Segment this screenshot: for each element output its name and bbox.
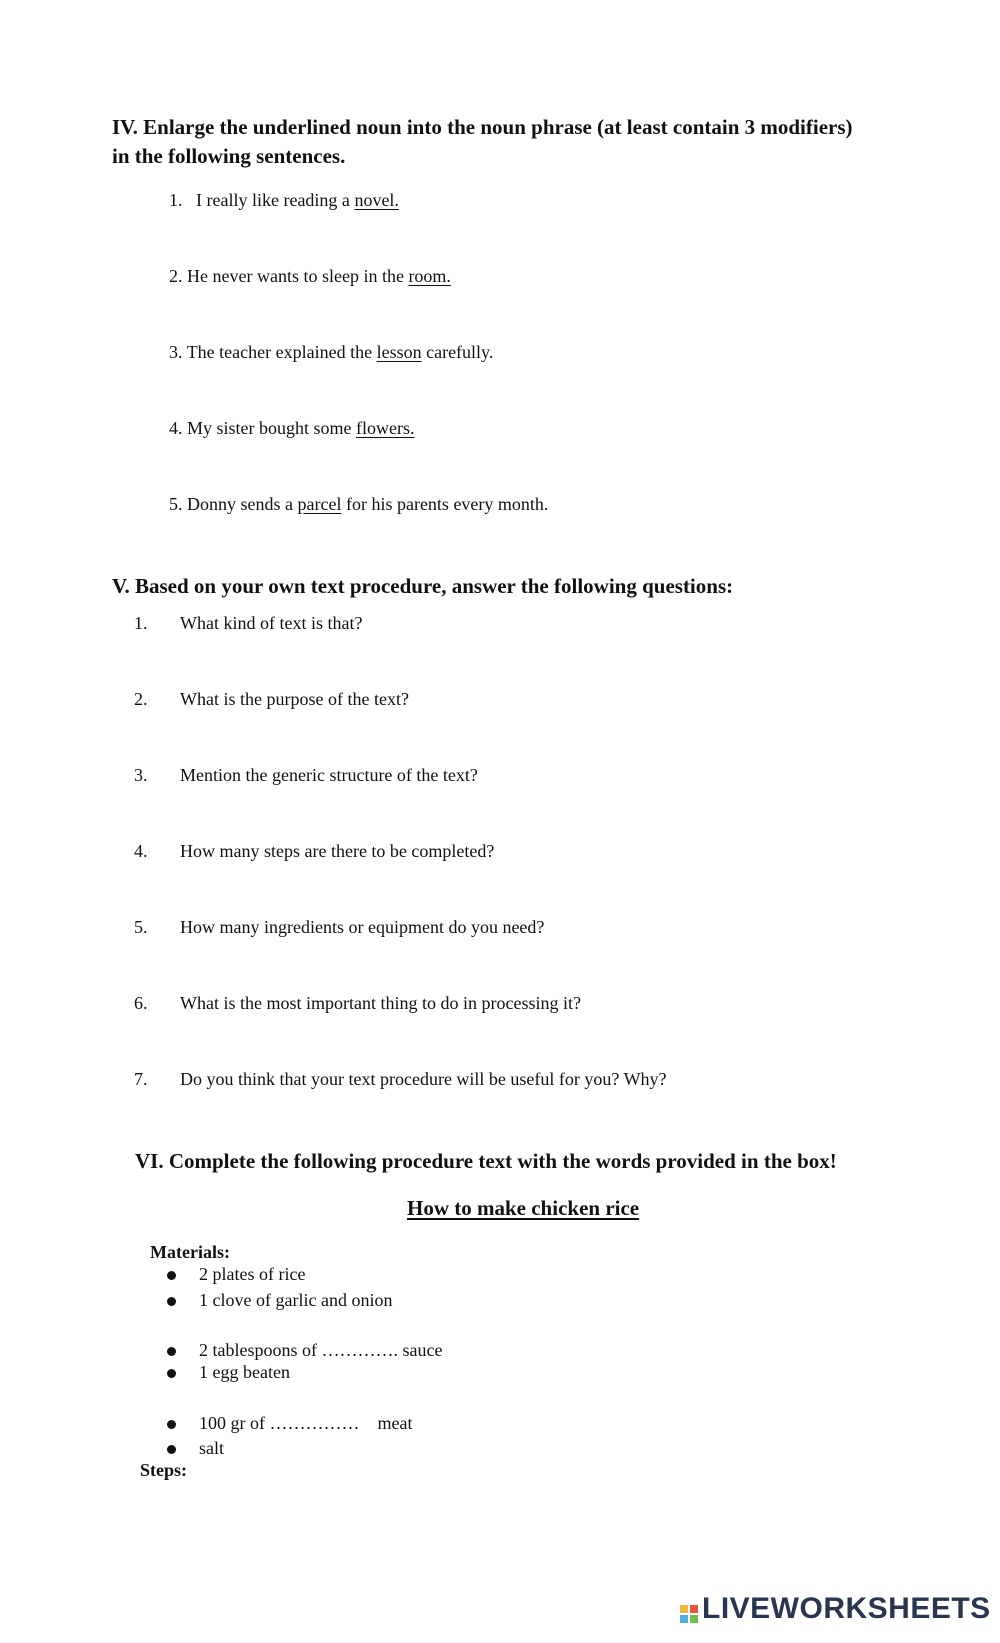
material-item-6 [167,1436,224,1460]
section-v-heading: V. Based on your own text procedure, answer the following questions: [112,574,734,598]
section-iv-heading-line2: in the following sentences. [112,144,346,168]
material-text: 2 plates of rice [199,1264,306,1284]
material-item-2 [167,1288,392,1312]
question-number: 4. [134,841,148,861]
bullet-icon [167,1369,176,1378]
question-text: What kind of text is that? [180,613,363,633]
question-number: 2. [134,689,148,709]
material-text: 2 tablespoons of …………. sauce [199,1340,443,1360]
item-number: 3. [169,342,183,362]
logo-text: LIVEWORKSHEETS [702,1592,991,1625]
material-text: 1 clove of garlic and onion [199,1290,393,1310]
procedure-title: How to make chicken rice [407,1196,640,1220]
bullet-icon [167,1445,176,1454]
question-5 [134,915,544,939]
item-number: 1. [169,190,183,210]
underlined-noun: novel. [354,190,399,210]
item-text: I really like reading a [196,190,355,210]
underlined-noun: room. [408,266,451,286]
item-number: 2. [169,266,183,286]
question-6 [134,991,581,1015]
material-item-3 [167,1338,442,1362]
question-1 [134,611,362,635]
question-number: 7. [134,1069,148,1089]
material-item-1 [167,1262,305,1286]
underlined-noun: lesson [376,342,422,362]
item-text: My sister bought some [187,418,356,438]
bullet-icon [167,1347,176,1356]
item-text: The teacher explained the [186,342,377,362]
item-text-after: for his parents every month. [341,494,549,514]
item-text: Donny sends a [187,494,298,514]
underlined-noun: parcel [297,494,342,514]
bullet-icon [167,1420,176,1429]
question-text: Do you think that your text procedure will be useful for you? Why? [180,1069,667,1089]
material-text: salt [199,1438,224,1458]
item-number: 4. [169,418,183,438]
materials-label: Materials: [150,1242,230,1262]
material-item-5 [167,1411,412,1435]
liveworksheets-logo [680,1592,991,1626]
material-item-4 [167,1360,290,1384]
question-4 [134,839,494,863]
steps-label: Steps: [140,1460,188,1480]
section-iv-heading-line1: IV. Enlarge the underlined noun into the noun phrase (at least contain 3 modifiers) [112,115,853,139]
material-text: 100 gr of …………… meat [199,1413,413,1433]
section-vi-heading: VI. Complete the following procedure text with the words provided in the box! [135,1149,837,1173]
item-text: He never wants to sleep in the [187,266,409,286]
question-text: Mention the generic structure of the text? [180,765,478,785]
question-2 [134,687,409,711]
exercise-item-1 [169,188,399,212]
bullet-icon [167,1271,176,1280]
bullet-icon [167,1297,176,1306]
question-text: What is the purpose of the text? [180,689,409,709]
exercise-item-3 [169,340,493,364]
question-3 [134,763,478,787]
item-number: 5. [169,494,183,514]
exercise-item-4 [169,416,414,440]
question-text: How many steps are there to be completed? [180,841,495,861]
exercise-item-2 [169,264,451,288]
exercise-item-5 [169,492,548,516]
question-7 [134,1067,667,1091]
material-text: 1 egg beaten [199,1362,290,1382]
item-text-after: carefully. [421,342,494,362]
logo-icon [680,1605,698,1623]
question-text: How many ingredients or equipment do you need? [180,917,545,937]
question-number: 3. [134,765,148,785]
underlined-noun: flowers. [356,418,415,438]
question-number: 1. [134,613,148,633]
question-number: 6. [134,993,148,1013]
question-text: What is the most important thing to do in processing it? [180,993,581,1013]
question-number: 5. [134,917,148,937]
